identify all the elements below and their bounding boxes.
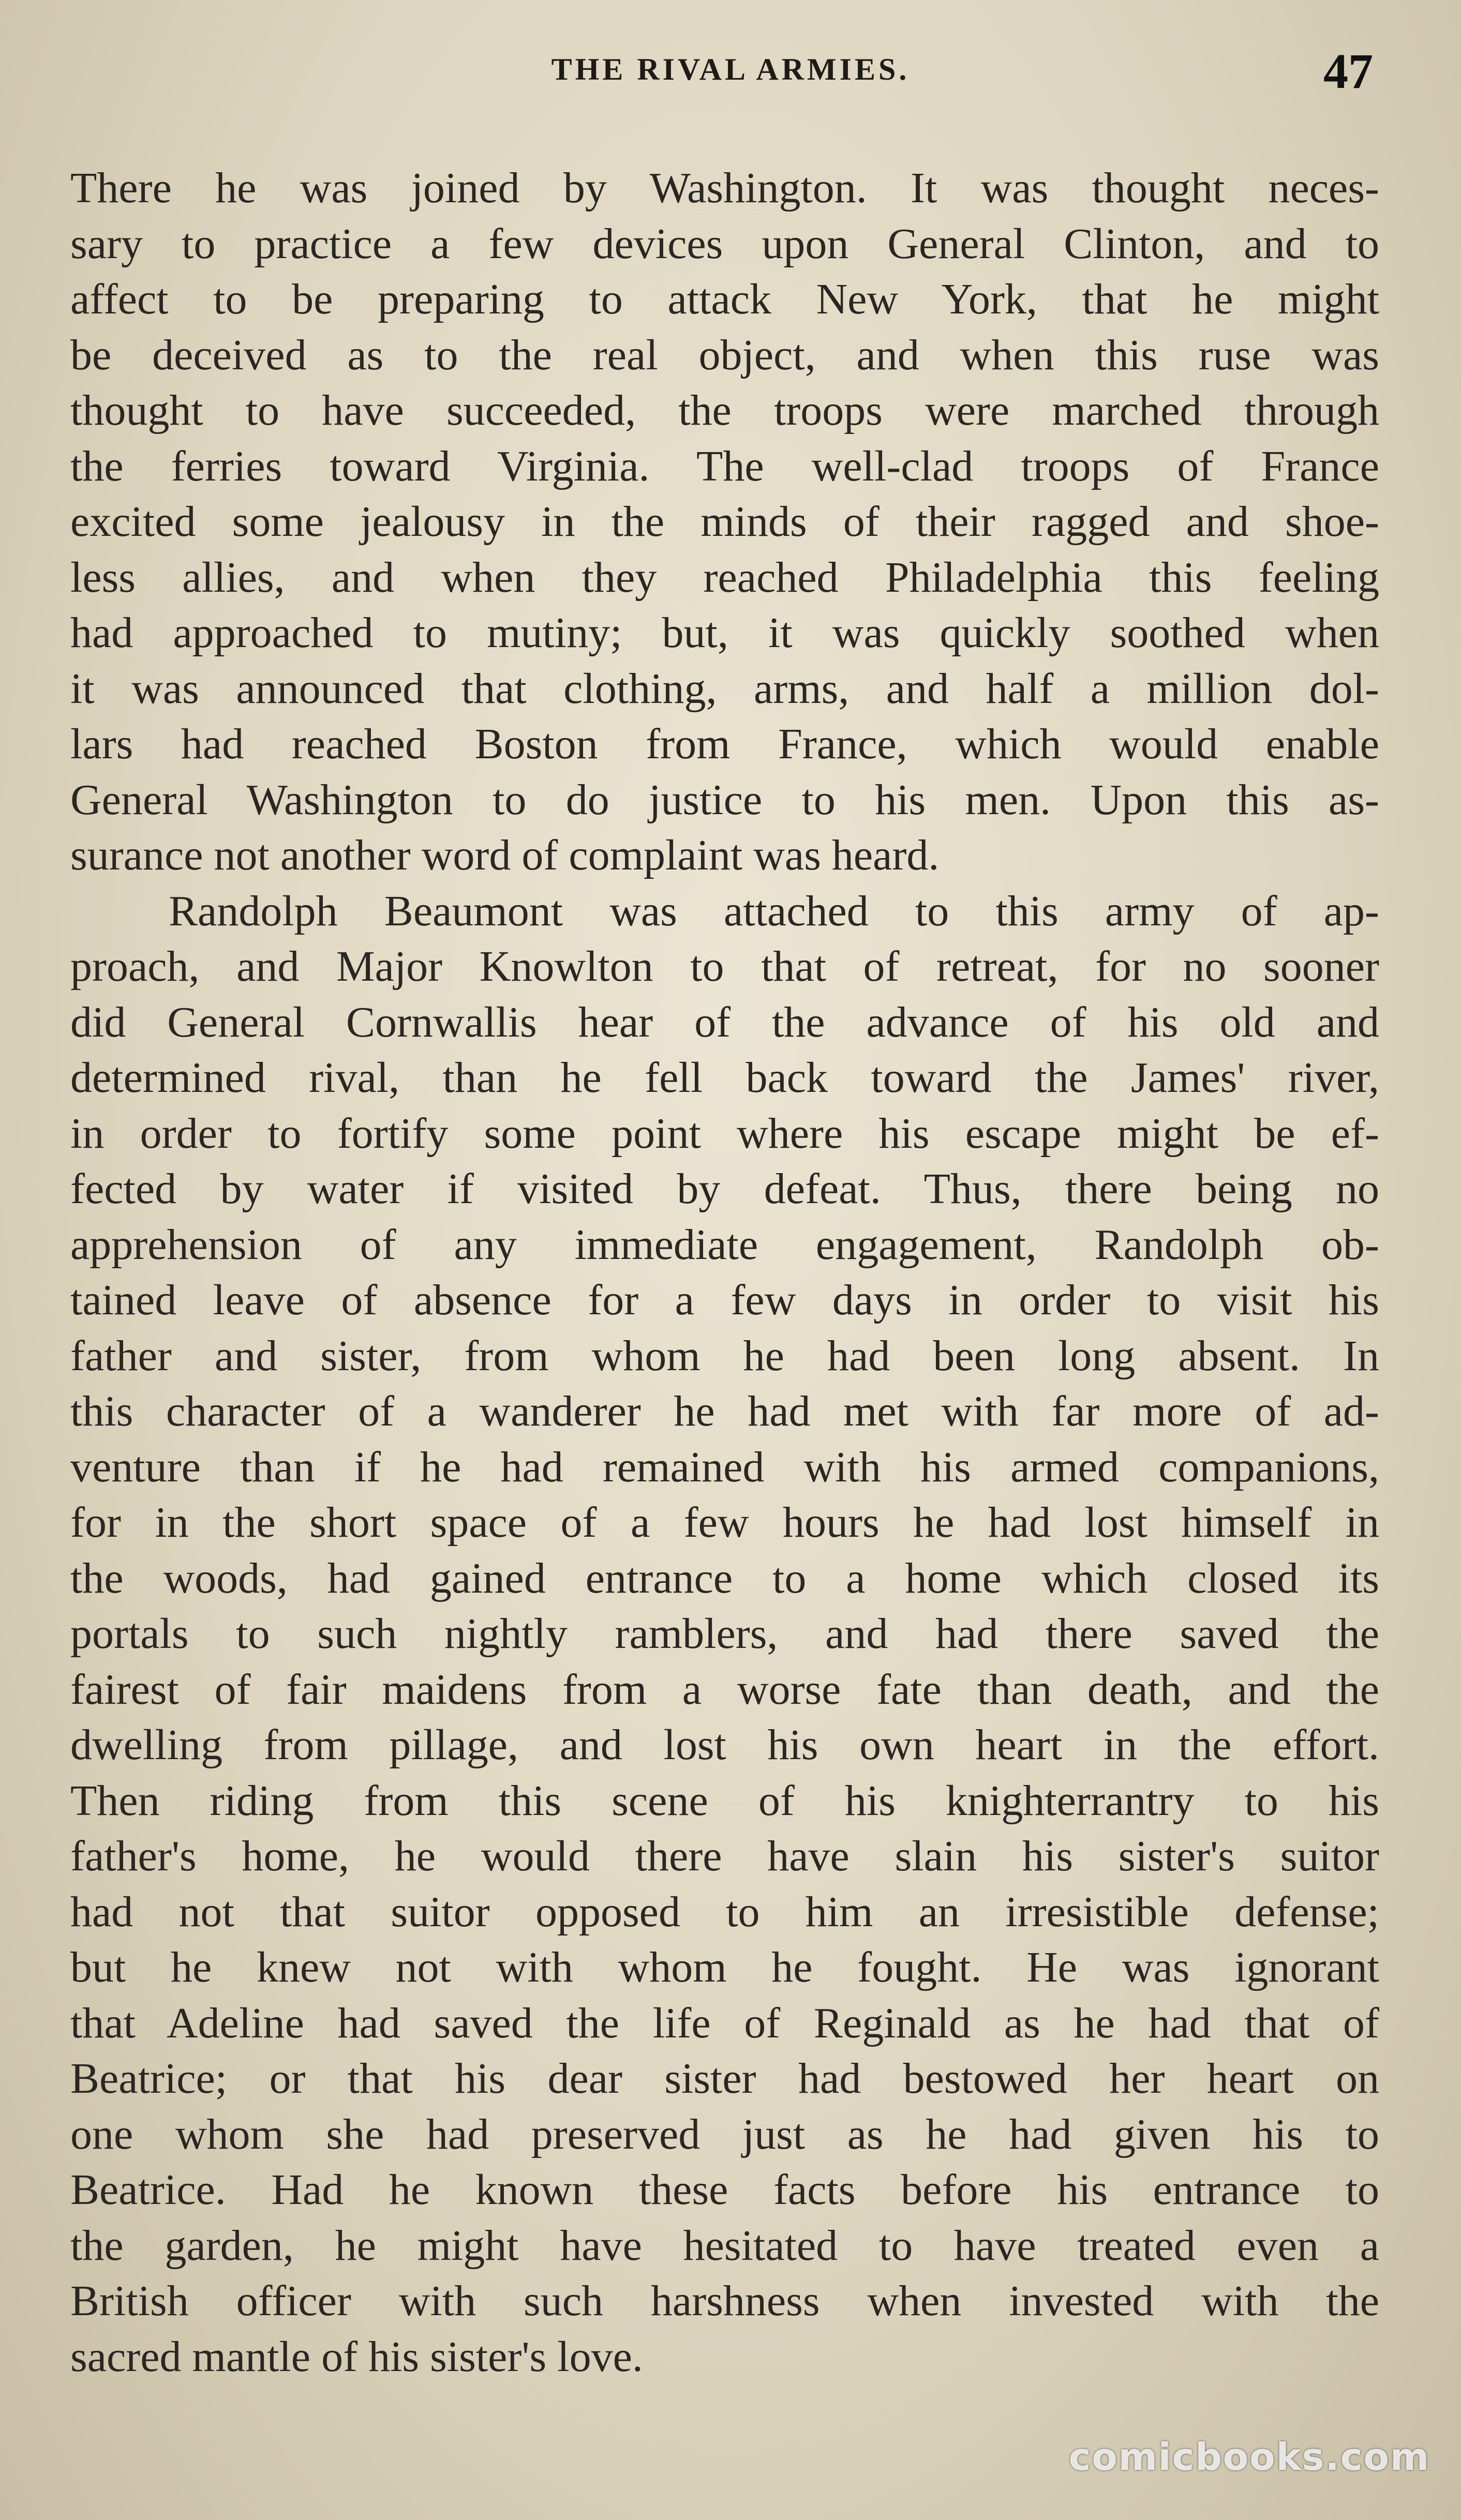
text-line: Beatrice. Had he known these facts before his entrance to <box>70 2166 1379 2214</box>
text-line: proach, and Major Knowlton to that of retreat, for no sooner <box>70 942 1379 991</box>
text-line: General Washington to do justice to his men. Upon this as- <box>70 775 1379 824</box>
watermark-text: comicbooks.com <box>1068 2435 1430 2479</box>
text-line: fairest of fair maidens from a worse fate than death, and the <box>70 1665 1379 1714</box>
text-line: this character of a wanderer he had met with far more of ad- <box>70 1387 1379 1435</box>
text-line: father and sister, from whom he had been long absent. In <box>70 1331 1379 1380</box>
text-line: had approached to mutiny; but, it was quickly soothed when <box>70 609 1379 657</box>
text-line: British officer with such harshness when invested with the <box>70 2277 1379 2325</box>
text-line: did General Cornwallis hear of the advance of his old and <box>70 998 1379 1046</box>
text-line: sary to practice a few devices upon General Clinton, and to <box>70 219 1379 268</box>
text-line: the woods, had gained entrance to a home which closed its <box>70 1554 1379 1602</box>
text-line: that Adeline had saved the life of Reginald as he had that of <box>70 1999 1379 2047</box>
text-line: tained leave of absence for a few days in order to visit his <box>70 1276 1379 1324</box>
text-line: the ferries toward Virginia. The well-clad troops of France <box>70 442 1379 490</box>
text-line: affect to be preparing to attack New York, that he might <box>70 275 1379 323</box>
body-text <box>70 160 1379 2384</box>
text-line: in order to fortify some point where his escape might be ef- <box>70 1109 1379 1158</box>
text-line: thought to have succeeded, the troops were marched through <box>70 386 1379 434</box>
text-line: excited some jealousy in the minds of their ragged and shoe- <box>70 498 1379 546</box>
text-line: be deceived as to the real object, and when this ruse was <box>70 331 1379 379</box>
text-line: but he knew not with whom he fought. He was ignorant <box>70 1943 1379 1991</box>
text-line: venture than if he had remained with his armed companions, <box>70 1443 1379 1491</box>
text-line: less allies, and when they reached Philadelphia this feeling <box>70 553 1379 602</box>
text-line: surance not another word of complaint was heard. <box>70 831 940 879</box>
paragraph <box>70 883 1379 2385</box>
text-line: lars had reached Boston from France, which would enable <box>70 720 1379 768</box>
text-line: Then riding from this scene of his knighterrantry to his <box>70 1776 1379 1825</box>
text-line: sacred mantle of his sister's love. <box>70 2332 643 2381</box>
text-line: Beatrice; or that his dear sister had bestowed her heart on <box>70 2054 1379 2103</box>
text-line: had not that suitor opposed to him an irresistible defense; <box>70 1887 1379 1936</box>
text-line: for in the short space of a few hours he had lost himself in <box>70 1498 1379 1547</box>
text-line: fected by water if visited by defeat. Thus, there being no <box>70 1165 1379 1213</box>
text-line: the garden, he might have hesitated to have treated even a <box>70 2221 1379 2270</box>
text-line: it was announced that clothing, arms, and half a million dol- <box>70 664 1379 713</box>
text-line: apprehension of any immediate engagement, Randolph ob- <box>70 1220 1379 1269</box>
text-line: There he was joined by Washington. It was thought neces- <box>70 164 1379 212</box>
page-number: 47 <box>1323 43 1373 99</box>
text-line: portals to such nightly ramblers, and had there saved the <box>70 1610 1379 1658</box>
running-title: THE RIVAL ARMIES. <box>551 52 910 86</box>
text-line: dwelling from pillage, and lost his own heart in the effort. <box>70 1721 1379 1769</box>
page-header <box>0 43 1461 114</box>
paragraph <box>70 160 1379 883</box>
text-line: father's home, he would there have slain his sister's suitor <box>70 1832 1379 1880</box>
text-line: one whom she had preserved just as he had given his to <box>70 2110 1379 2158</box>
text-line: Randolph Beaumont was attached to this army of ap- <box>169 887 1379 935</box>
text-line: determined rival, than he fell back toward the James' river, <box>70 1054 1379 1102</box>
